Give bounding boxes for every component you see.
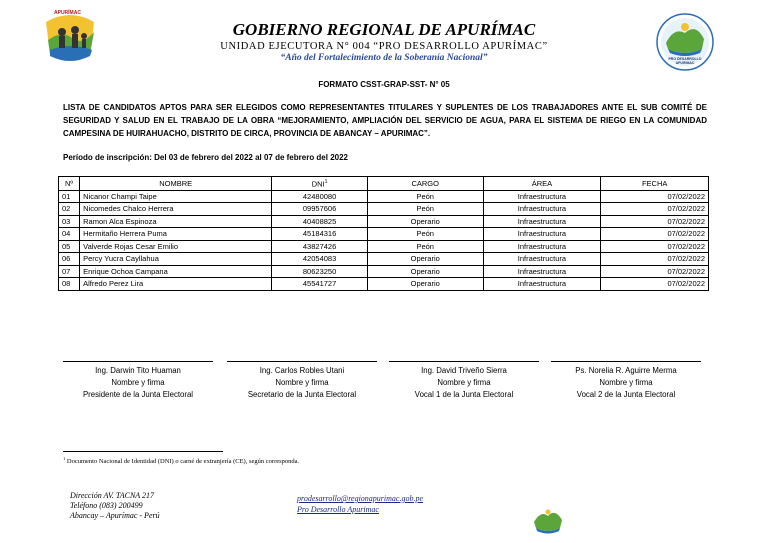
city-line: Abancay – Apurímac - Perú — [70, 511, 160, 520]
signer-name: Ing. Carlos Robles Utani — [259, 366, 345, 375]
dni-footnote-ref: 1 — [324, 179, 328, 185]
col-header-role: CARGO — [367, 177, 483, 191]
cell-area: Infraestructura — [483, 278, 601, 291]
cell-name: Percy Yucra Cayllahua — [80, 253, 272, 266]
page-title: GOBIERNO REGIONAL DE APURÍMAC — [232, 20, 536, 39]
cell-area: Infraestructura — [483, 190, 601, 203]
col-header-number: Nº — [59, 177, 80, 191]
year-motto: “Año del Fortalecimiento de la Soberanía Nacional” — [280, 53, 488, 63]
table-row — [59, 190, 709, 203]
footnote-marker: 1 — [63, 456, 66, 461]
cell-dni: 42480080 — [272, 190, 368, 203]
cell-name: Nicanor Champi Taipe — [80, 190, 272, 203]
web-link[interactable]: Pro Desarrollo Apurimac — [297, 505, 379, 514]
cell-role: Peón — [367, 190, 483, 203]
cell-area: Infraestructura — [483, 215, 601, 228]
footnote-text: Documento Nacional de Identidad (DNI) o carné de extranjería (CE), según corresponda. — [66, 458, 300, 466]
right-logo-text: PRO DESARROLLO APURIMAC — [668, 57, 702, 65]
signer-sign-label: Nombre y firma — [275, 378, 329, 387]
format-title: FORMATO CSST-GRAP-SST- N° 05 — [318, 80, 450, 89]
signer-sign-label: Nombre y firma — [599, 378, 653, 387]
registration-period: Período de inscripción: Del 03 de febrero del 2022 al 07 de febrero del 2022 — [63, 153, 348, 162]
executing-unit: UNIDAD EJECUTORA N° 004 “PRO DESARROLLO APURÍMAC” — [220, 41, 548, 52]
cell-role: Operario — [367, 278, 483, 291]
cell-dni: 43827426 — [272, 240, 368, 253]
cell-date: 07/02/2022 — [601, 228, 709, 241]
table-row — [59, 240, 709, 253]
cell-date: 07/02/2022 — [601, 278, 709, 291]
table-row — [59, 215, 709, 228]
left-logo-text: APURÍMAC — [54, 10, 81, 16]
cell-number: 03 — [59, 215, 80, 228]
cell-area: Infraestructura — [483, 253, 601, 266]
cell-name: Hermitaño Herrera Puma — [80, 228, 272, 241]
cell-dni: 40408825 — [272, 215, 368, 228]
cell-number: 04 — [59, 228, 80, 241]
signer-role: Vocal 2 de la Junta Electoral — [576, 390, 676, 399]
cell-name: Ramon Alca Espinoza — [80, 215, 272, 228]
footer-address — [70, 491, 160, 521]
cell-dni: 42054083 — [272, 253, 368, 266]
signer-name: Ps. Norelia R. Aguirre Merma — [575, 366, 677, 375]
signer-name: Ing. Darwin Tito Huaman — [95, 366, 181, 375]
footnote — [63, 456, 299, 465]
cell-date: 07/02/2022 — [601, 253, 709, 266]
col-header-date: FECHA — [601, 177, 709, 191]
cell-area: Infraestructura — [483, 228, 601, 241]
dni-header-label: DNI — [311, 179, 325, 189]
cell-number: 06 — [59, 253, 80, 266]
cell-name: Alfredo Perez Lira — [80, 278, 272, 291]
cell-number: 02 — [59, 203, 80, 216]
signature-secretary — [227, 361, 377, 401]
col-header-area: ÁREA — [483, 177, 601, 191]
signature-line — [227, 361, 377, 362]
cell-name: Enrique Ochoa Campana — [80, 265, 272, 278]
footer-logo — [531, 506, 565, 536]
cell-number: 01 — [59, 190, 80, 203]
cell-date: 07/02/2022 — [601, 240, 709, 253]
cell-role: Operario — [367, 215, 483, 228]
signer-role: Vocal 1 de la Junta Electoral — [414, 390, 514, 399]
cell-date: 07/02/2022 — [601, 190, 709, 203]
signer-role: Secretario de la Junta Electoral — [247, 390, 357, 399]
cell-role: Operario — [367, 253, 483, 266]
cell-dni: 45541727 — [272, 278, 368, 291]
col-header-dni — [272, 177, 368, 191]
cell-dni: 45184316 — [272, 228, 368, 241]
signature-line — [63, 361, 213, 362]
cell-area: Infraestructura — [483, 265, 601, 278]
signature-president — [63, 361, 213, 401]
cell-number: 05 — [59, 240, 80, 253]
email-link[interactable]: prodesarrollo@regionapurimac.gob.pe — [297, 494, 424, 503]
cell-date: 07/02/2022 — [601, 265, 709, 278]
cell-date: 07/02/2022 — [601, 203, 709, 216]
signature-vocal-1 — [389, 361, 539, 401]
table-row — [59, 265, 709, 278]
cell-number: 07 — [59, 265, 80, 278]
document-description: LISTA DE CANDIDATOS APTOS PARA SER ELEGIDOS COMO REPRESENTANTES TITULARES Y SUPLENTES DE LOS TRABAJADORES ANTE EL SUB COMITÉ DE SEGURIDAD Y SALUD EN EL TRABAJO DE LA OBRA “MEJORAMIENTO, AMPLIACIÓN DEL SERVICIO DE AGUA, PARA EL SISTEMA DE RIEGO EN LA COMUNIDAD CAMPESINA DE HUIRAHUACHO, DISTRITO DE CIRCA, PROVINCIA DE ABANCAY – APURIMAC”. — [63, 103, 707, 138]
footer-contact — [297, 493, 423, 515]
cell-dni: 80623250 — [272, 265, 368, 278]
footnote-separator — [63, 451, 223, 452]
table-row — [59, 278, 709, 291]
cell-name: Valverde Rojas Cesar Emilio — [80, 240, 272, 253]
cell-number: 08 — [59, 278, 80, 291]
cell-name: Nicomedes Chalco Herrera — [80, 203, 272, 216]
cell-role: Peón — [367, 203, 483, 216]
table-header-row — [59, 177, 709, 191]
signature-line — [389, 361, 539, 362]
cell-area: Infraestructura — [483, 203, 601, 216]
col-header-name: NOMBRE — [80, 177, 272, 191]
signature-line — [551, 361, 701, 362]
cell-role: Operario — [367, 265, 483, 278]
cell-dni: 09957606 — [272, 203, 368, 216]
signer-sign-label: Nombre y firma — [111, 378, 165, 387]
cell-date: 07/02/2022 — [601, 215, 709, 228]
address-line: Dirección AV. TACNA 217 — [70, 491, 155, 500]
table-row — [59, 203, 709, 216]
signer-role: Presidente de la Junta Electoral — [82, 390, 194, 399]
candidates-table — [58, 176, 709, 291]
signer-sign-label: Nombre y firma — [437, 378, 491, 387]
cell-area: Infraestructura — [483, 240, 601, 253]
signature-vocal-2 — [551, 361, 701, 401]
table-row — [59, 253, 709, 266]
table-row — [59, 228, 709, 241]
cell-role: Peón — [367, 240, 483, 253]
cell-role: Peón — [367, 228, 483, 241]
phone-line: Teléfono (083) 200499 — [70, 501, 143, 510]
signer-name: Ing. David Triveño Sierra — [421, 366, 507, 375]
